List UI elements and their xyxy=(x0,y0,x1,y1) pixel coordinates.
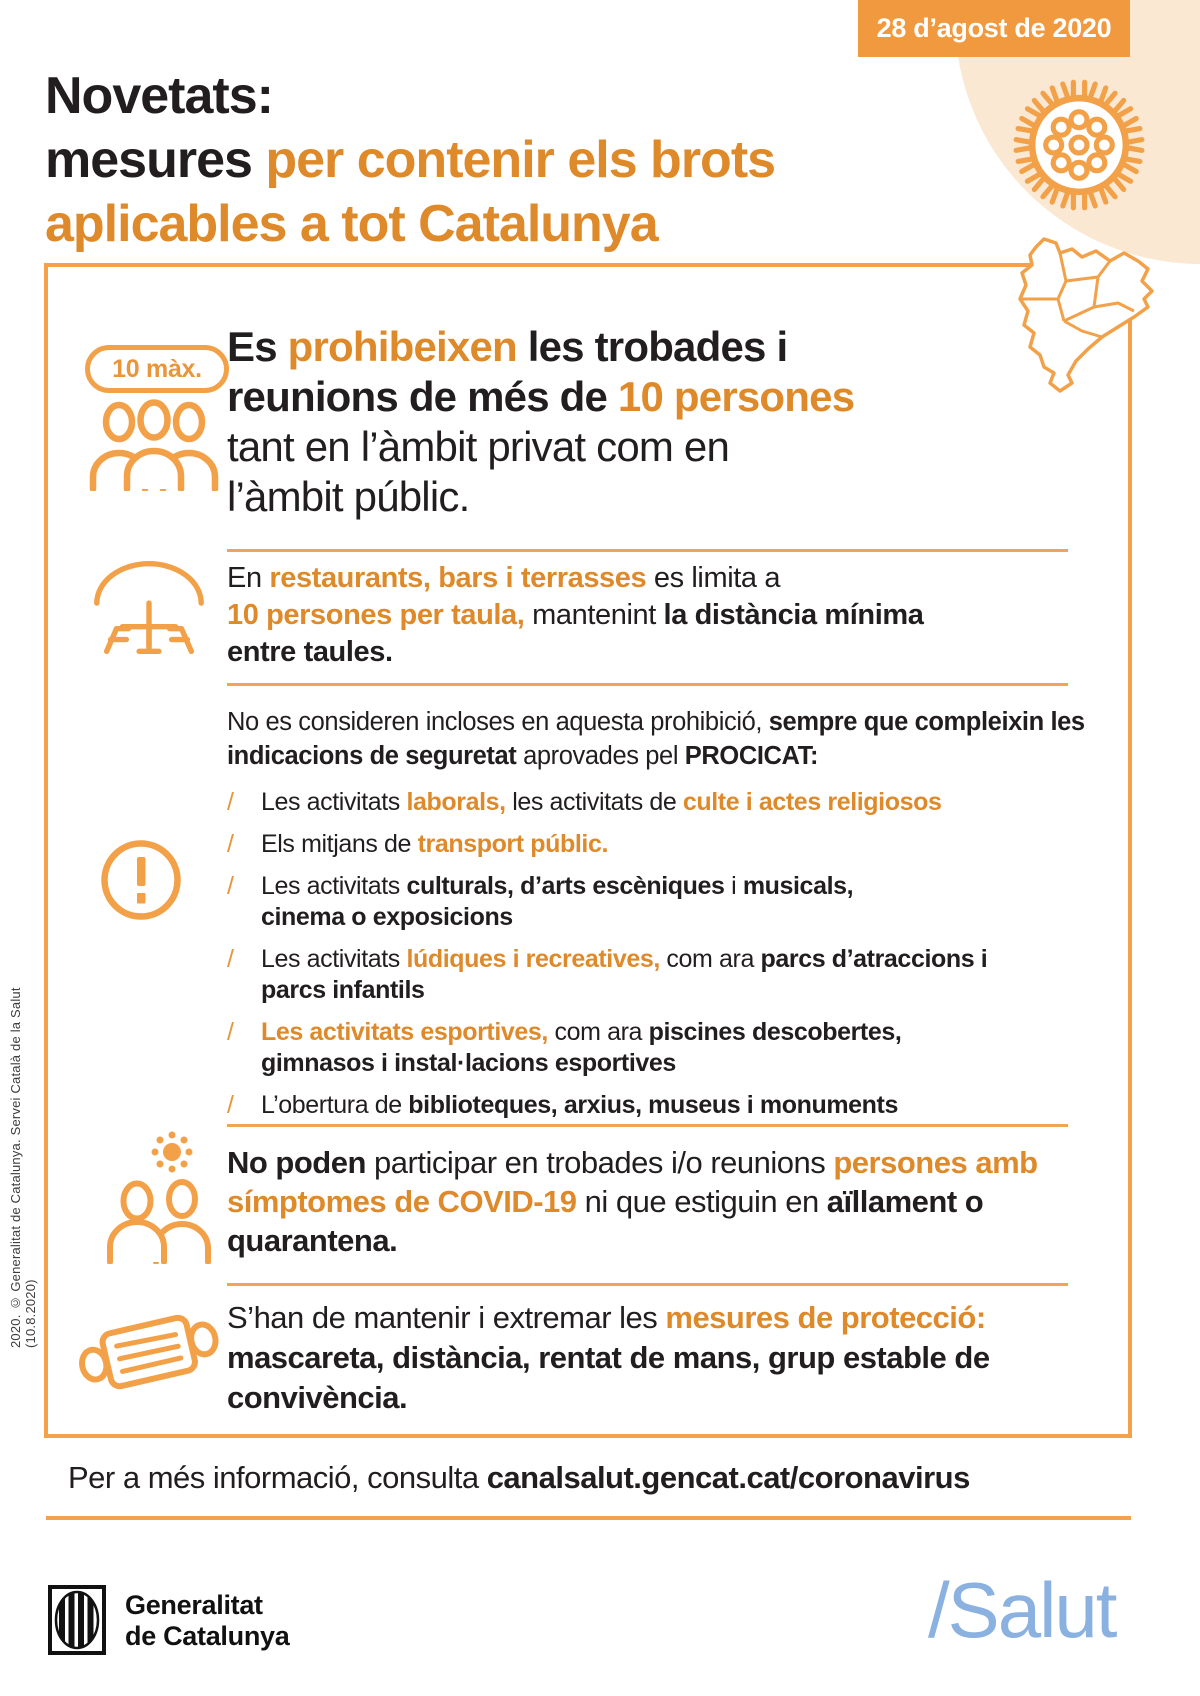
gatherings-text: Es prohibeixen les trobades i reunions de més de 10 persones tant en l’àmbit privat com en l’àmbit públic. xyxy=(227,323,855,520)
slash-bullet-icon: / xyxy=(227,945,234,973)
generalitat-logo xyxy=(45,1582,289,1658)
title-line: Novetats: xyxy=(45,67,273,125)
exception-item: / Els mitjans de transport públic. xyxy=(227,830,608,858)
section-divider xyxy=(227,683,1068,686)
generalitat-coat-of-arms-icon xyxy=(45,1582,109,1658)
exception-item: / Les activitats laborals, les activitats de culte i actes religiosos xyxy=(227,788,942,816)
footer-divider xyxy=(46,1516,1131,1520)
slash-bullet-icon: / xyxy=(227,788,234,816)
exception-item: / Les activitats lúdiques i recreatives, com ara parcs d’atraccions i parcs infantils xyxy=(227,945,988,1004)
exceptions-intro: No es consideren incloses en aquesta prohibició, sempre que compleixin les indicacions de seguretat aprovades pel PROCICAT: xyxy=(227,708,1085,770)
measures-panel xyxy=(44,263,1132,1438)
protection-text: S’han de mantenir i extremar les mesures de protecció: mascareta, distància, rentat de mans, grup estable de convivència. xyxy=(227,1300,990,1415)
generalitat-wordmark: Generalitat de Catalunya xyxy=(125,1590,290,1651)
page-title xyxy=(45,64,775,256)
exceptions-list xyxy=(227,787,987,1132)
copyright-text: 2020. © Generalitat de Catalunya. Servei Català de la Salut (10.8.2020) xyxy=(8,987,38,1348)
slash-bullet-icon: / xyxy=(227,830,234,858)
section-divider xyxy=(227,1124,1068,1127)
symptoms-text: No poden participar en trobades i/o reunions persones amb símptomes de COVID-19 ni que estiguin en aïllament o quarantena. xyxy=(227,1145,1038,1258)
slash-bullet-icon: / xyxy=(227,872,234,900)
exception-item: / Les activitats culturals, d’arts escèniques i musicals, cinema o exposicions xyxy=(227,872,854,931)
salut-logo: /Salut xyxy=(928,1566,1116,1654)
section-divider xyxy=(227,549,1068,552)
title-line: aplicables a tot Catalunya xyxy=(45,195,658,253)
max-10-badge xyxy=(85,345,229,393)
coronavirus-icon xyxy=(1004,70,1154,220)
more-info-text: Per a més informació, consulta canalsalut.gencat.cat/coronavirus xyxy=(68,1460,970,1495)
exception-item: / L’obertura de biblioteques, arxius, museus i monuments xyxy=(227,1091,898,1119)
title-line: mesures per contenir els brots xyxy=(45,131,776,189)
date-badge: 28 d’agost de 2020 xyxy=(858,0,1130,57)
face-mask-icon xyxy=(74,1305,224,1403)
catalonia-map-icon xyxy=(998,233,1160,401)
group-of-people-icon xyxy=(79,395,229,491)
terrace-table-icon xyxy=(85,559,213,659)
restaurants-text: En restaurants, bars i terrasses es limita a 10 persones per taula, mantenint la distància mínima entre taules. xyxy=(227,562,924,668)
exclamation-circle-icon xyxy=(100,832,182,928)
slash-bullet-icon: / xyxy=(227,1091,234,1119)
people-with-virus-icon xyxy=(90,1127,235,1264)
max-10-pill: 10 màx. xyxy=(85,345,229,393)
section-divider xyxy=(227,1283,1068,1286)
slash-bullet-icon: / xyxy=(227,1018,234,1046)
exception-item: / Les activitats esportives, com ara piscines descobertes, gimnasos i instal·lacions esportives xyxy=(227,1018,902,1077)
